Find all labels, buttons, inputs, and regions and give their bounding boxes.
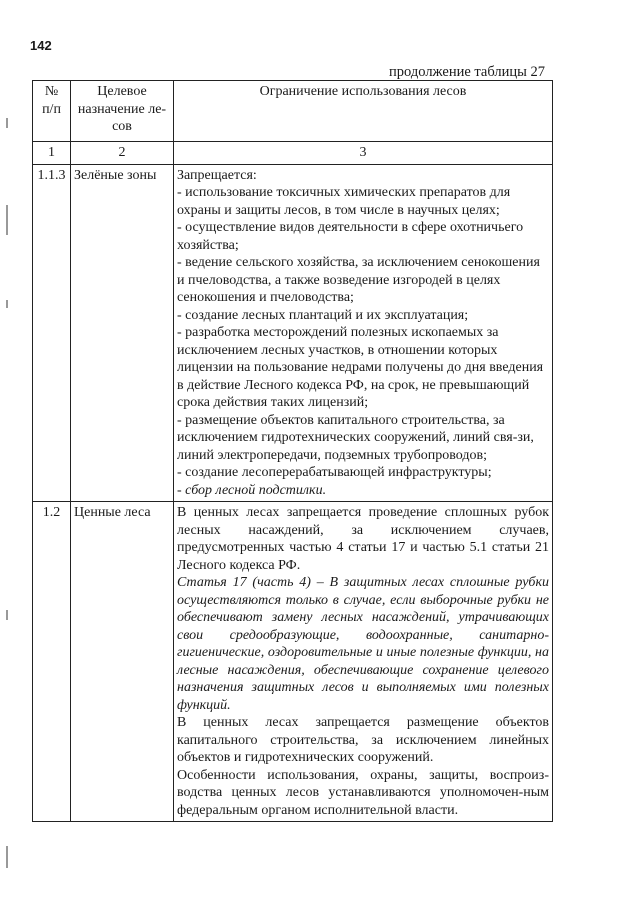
table-row: [33, 502, 553, 822]
column-number: 3: [174, 142, 553, 165]
table-row: [33, 164, 553, 502]
restriction-item: - размещение объектов капитального строительства, за исключением гидротехнических сооружений, линий свя-зи, линий электропередачи, подземных трубопроводов;: [177, 412, 534, 463]
column-number: 1: [33, 142, 71, 165]
header-number: № п/п: [33, 81, 71, 142]
column-number: 2: [71, 142, 174, 165]
row-restrictions: [174, 502, 553, 822]
restriction-item: - ведение сельского хозяйства, за исключением сенокошения и пчеловодства, а также возведение изгородей в целях сенокошения и пчеловодства;: [177, 255, 540, 305]
restriction-lead: Запрещается:: [177, 167, 257, 183]
page-number: 142: [30, 38, 52, 53]
row-purpose: Ценные леса: [71, 502, 174, 822]
row-number: 1.2: [33, 502, 71, 822]
forest-restrictions-table: [32, 80, 553, 822]
restriction-item: - использование токсичных химических препаратов для охраны и защиты лесов, в том числе в научных целях;: [177, 185, 511, 218]
row-number: 1.1.3: [33, 164, 71, 502]
row-restrictions: [174, 164, 553, 502]
restriction-item: - разработка месторождений полезных ископаемых за исключением лесных участков, в отношении которых лицензии на пользование недрами получены до дня введения в действие Лесного кодекса РФ, на срок, не превышающий срока действия таких лицензий;: [177, 325, 544, 410]
table-continuation-label: продолжение таблицы 27: [389, 64, 545, 80]
article-quote: Статья 17 (часть 4) – В защитных лесах сплошные рубки осуществляются только в случае, если выборочные рубки не обеспечивают замену лесных насаждений, утрачивающих свои средообразующие, водоохранные, санитарно-гигиенические, оздоровительные и иные полезные функции, на лесные насаждения, обеспечивающие сохранение целевого назначения защитных лесов и выполняемых ими полезных функций.: [177, 575, 549, 713]
restriction-item: - создание лесных плантаций и их эксплуатация;: [177, 307, 469, 323]
header-purpose: Целевое назначение ле- сов: [71, 81, 174, 142]
restriction-paragraph: Особенности использования, охраны, защиты, воспроиз-водства ценных лесов устанавливаются уполномочен-ным федеральным органом исполнительной власти.: [177, 767, 549, 818]
column-number-row: [33, 142, 553, 165]
header-restriction: Ограничение использования лесов: [174, 81, 553, 142]
restriction-item: - создание лесоперерабатывающей инфраструктуры;: [177, 465, 492, 480]
row-purpose: Зелёные зоны: [71, 164, 174, 502]
table-header-row: [33, 81, 553, 142]
restriction-paragraph: В ценных лесах запрещается проведение сплошных рубок лесных насаждений, за исключением случаев, предусмотренных частью 4 статьи 17 и частью 5.1 статьи 21 Лесного кодекса РФ.: [177, 505, 549, 573]
restriction-paragraph: В ценных лесах запрещается размещение объектов капитального строительства, за исключением линейных объектов и гидротехнических сооружений.: [177, 715, 549, 765]
restriction-item: - сбор лесной подстилки.: [177, 482, 327, 498]
restriction-item: - осуществление видов деятельности в сфере охотничьего хозяйства;: [177, 220, 524, 253]
